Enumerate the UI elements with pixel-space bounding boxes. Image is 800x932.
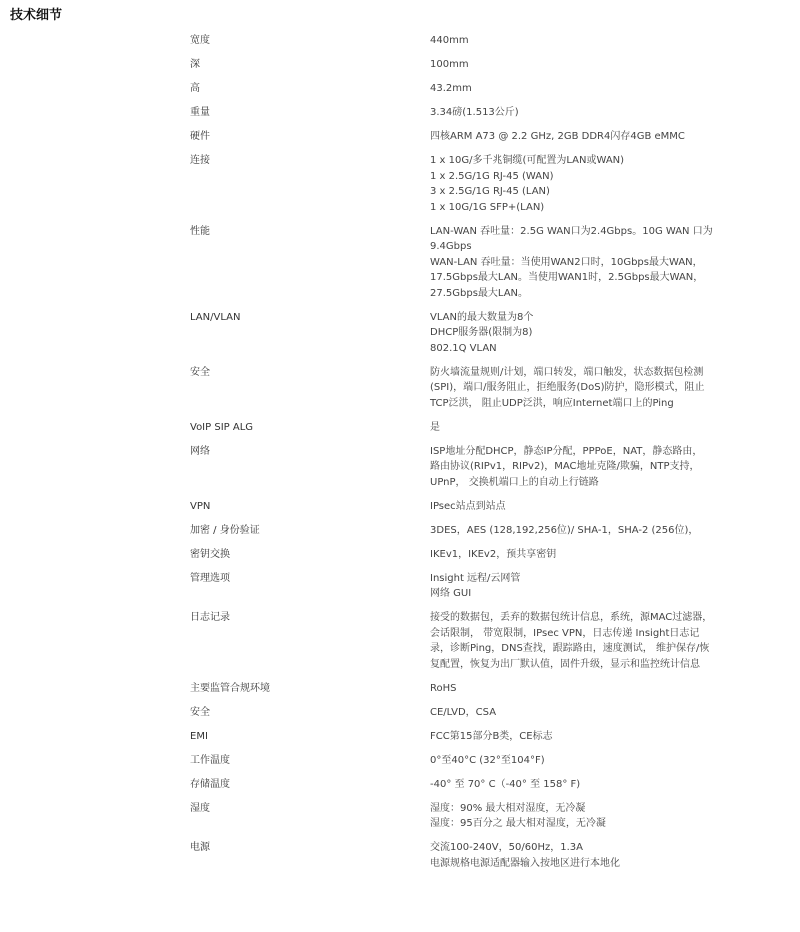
spec-value-line: 接受的数据包，丢弃的数据包统计信息，系统，源MAC过滤器，	[430, 612, 713, 623]
spec-label: 工作温度	[190, 754, 230, 766]
spec-label: 存储温度	[190, 778, 230, 790]
spec-row	[190, 31, 750, 55]
spec-label: 网络	[190, 445, 210, 457]
spec-label: LAN/VLAN	[190, 311, 241, 323]
spec-value-line: 43.2mm	[430, 83, 472, 94]
spec-label: 安全	[190, 366, 210, 378]
spec-row	[190, 521, 750, 545]
spec-value-line: 100mm	[430, 59, 469, 70]
spec-value-line: 27.5Gbps最大LAN。	[430, 287, 529, 299]
spec-value-line: 9.4Gbps	[430, 241, 472, 252]
spec-value-line: 0°至40°C (32°至104°F)	[430, 754, 545, 766]
spec-values	[430, 420, 750, 436]
spec-label: 宽度	[190, 35, 210, 46]
spec-label: 密钥交换	[190, 548, 230, 560]
spec-values	[430, 571, 750, 602]
spec-value-line: 四核ARM A73 @ 2.2 GHz, 2GB DDR4闪存4GB eMMC	[430, 131, 685, 142]
spec-values	[430, 224, 750, 302]
spec-label: 加密 / 身份验证	[190, 524, 260, 536]
spec-label: EMI	[190, 730, 208, 742]
spec-row	[190, 751, 750, 775]
spec-row	[190, 569, 750, 609]
spec-value-line: 802.1Q VLAN	[430, 342, 497, 354]
spec-value-line: 1 x 10G/1G SFP+(LAN)	[430, 201, 545, 213]
spec-row	[190, 55, 750, 79]
spec-value-line: 网络 GUI	[430, 588, 472, 599]
spec-value-line: IKEv1，IKEv2，预共享密钥	[430, 548, 557, 560]
spec-value-line: 3 x 2.5G/1G RJ-45 (LAN)	[430, 186, 550, 197]
spec-row	[190, 127, 750, 151]
spec-row	[190, 727, 750, 751]
spec-values	[430, 129, 750, 145]
spec-value-line: IPsec站点到站点	[430, 500, 506, 512]
spec-label: 管理选项	[190, 572, 230, 584]
spec-value-line: 440mm	[430, 35, 469, 46]
spec-values	[430, 523, 750, 539]
spec-label: 重量	[190, 107, 210, 118]
spec-value-line: ISP地址分配DHCP，静态IP分配，PPPoE，NAT，静态路由，	[430, 445, 703, 457]
spec-values	[430, 610, 750, 672]
spec-label: 深	[190, 59, 200, 70]
spec-row	[190, 679, 750, 703]
spec-value-line: -40° 至 70° C（-40° 至 158° F)	[430, 778, 581, 790]
spec-values	[430, 57, 750, 73]
spec-value-line: 路由协议(RIPv1，RIPv2)，MAC地址克隆/欺骗，NTP支持，	[430, 461, 700, 472]
spec-values	[430, 153, 750, 215]
spec-value-line: UPnP， 交换机端口上的自动上行链路	[430, 476, 599, 488]
spec-label: 安全	[190, 706, 210, 718]
spec-value-line: LAN-WAN 吞吐量：2.5G WAN口为2.4Gbps。10G WAN 口为	[430, 225, 713, 237]
spec-value-line: 是	[430, 421, 440, 433]
page-title: 技术细节	[10, 8, 63, 23]
spec-row	[190, 308, 750, 363]
spec-value-line: 电源规格电源适配器输入按地区进行本地化	[430, 857, 620, 869]
spec-label: 湿度	[190, 802, 210, 814]
spec-value-line: RoHS	[430, 682, 457, 694]
spec-values	[430, 729, 750, 745]
spec-value-line: 3DES，AES (128,192,256位)/ SHA-1，SHA-2 (256位)，	[430, 524, 699, 536]
spec-values	[430, 547, 750, 563]
spec-label: 日志记录	[190, 612, 230, 623]
spec-values	[430, 81, 750, 97]
spec-values	[430, 777, 750, 793]
spec-value-line: (SPI)，端口/服务阻止，拒绝服务(DoS)防护，隐形模式，阻止	[430, 382, 705, 393]
spec-value-line: 会话限制， 带宽限制，IPsec VPN，日志传递 Insight日志记	[430, 627, 700, 639]
spec-values	[430, 681, 750, 697]
spec-row	[190, 608, 750, 679]
spec-values	[430, 753, 750, 769]
spec-value-line: 录，诊断Ping，DNS查找，跟踪路由，速度测试， 维护保存/恢	[430, 643, 710, 654]
spec-label: 硬件	[190, 131, 210, 142]
spec-value-line: TCP泛洪， 阻止UDP泛洪，响应Internet端口上的Ping	[430, 397, 674, 409]
spec-values	[430, 365, 750, 412]
spec-row	[190, 775, 750, 799]
spec-row	[190, 442, 750, 497]
spec-label: VPN	[190, 500, 211, 512]
spec-row	[190, 703, 750, 727]
spec-row	[190, 103, 750, 127]
spec-label: VoIP SIP ALG	[190, 421, 254, 433]
spec-row	[190, 418, 750, 442]
spec-label: 主要监管合规环境	[190, 682, 270, 694]
spec-row	[190, 497, 750, 521]
spec-value-line: 防火墙流量规则/计划，端口转发，端口触发，状态数据包检测	[430, 366, 704, 378]
spec-row	[190, 545, 750, 569]
spec-row	[190, 363, 750, 418]
spec-value-line: FCC第15部分B类，CE标志	[430, 730, 553, 742]
spec-value-line: 3.34磅(1.513公斤)	[430, 107, 519, 118]
spec-value-line: 湿度：95百分之 最大相对湿度，无冷凝	[430, 818, 606, 829]
spec-value-line: 湿度：90% 最大相对湿度，无冷凝	[430, 802, 586, 814]
spec-row	[190, 151, 750, 222]
spec-values	[430, 33, 750, 49]
spec-label: 高	[190, 83, 200, 94]
spec-label: 性能	[190, 225, 210, 237]
spec-value-line: 1 x 2.5G/1G RJ-45 (WAN)	[430, 170, 554, 182]
spec-table	[190, 31, 750, 878]
spec-value-line: Insight 远程/云网管	[430, 572, 521, 584]
spec-values	[430, 444, 750, 491]
spec-row	[190, 222, 750, 308]
spec-row	[190, 799, 750, 839]
spec-value-line: 交流100-240V，50/60Hz，1.3A	[430, 842, 583, 853]
spec-value-line: 复配置，恢复为出厂默认值，固件升级，显示和监控统计信息	[430, 658, 700, 670]
spec-values	[430, 801, 750, 832]
spec-values	[430, 310, 750, 357]
spec-row	[190, 79, 750, 103]
spec-value-line: 1 x 10G/多千兆铜缆(可配置为LAN或WAN)	[430, 155, 625, 166]
spec-value-line: CE/LVD，CSA	[430, 706, 497, 718]
spec-value-line: VLAN的最大数量为8个	[430, 311, 534, 323]
spec-row	[190, 838, 750, 878]
spec-value-line: 17.5Gbps最大LAN。当使用WAN1时，2.5Gbps最大WAN，	[430, 272, 704, 283]
spec-value-line: WAN-LAN 吞吐量：当使用WAN2口时，10Gbps最大WAN，	[430, 256, 703, 268]
spec-values	[430, 840, 750, 871]
spec-values	[430, 705, 750, 721]
spec-value-line: DHCP服务器(限制为8)	[430, 327, 533, 338]
spec-values	[430, 105, 750, 121]
spec-values	[430, 499, 750, 515]
spec-label: 电源	[190, 842, 210, 853]
spec-label: 连接	[190, 155, 210, 166]
